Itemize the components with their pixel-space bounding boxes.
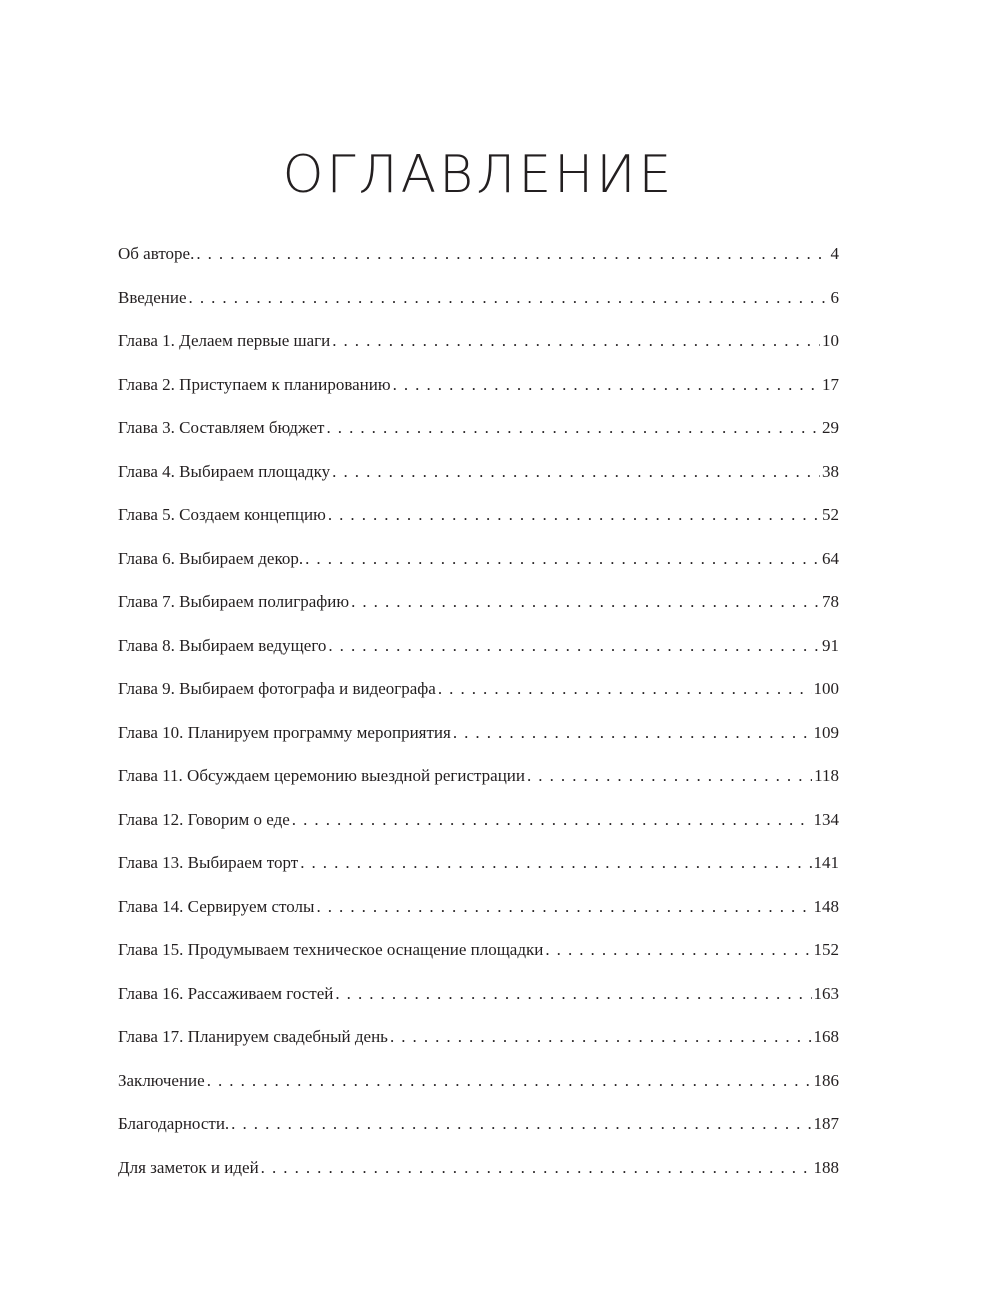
toc-entry <box>118 580 839 624</box>
toc-entry-label: Глава 8. Выбираем ведущего <box>118 635 327 655</box>
toc-entry-label: Глава 3. Составляем бюджет <box>118 418 325 437</box>
toc-leader-dots <box>261 1146 812 1190</box>
toc-entry-page: 17 <box>822 374 839 394</box>
toc-entry <box>118 406 839 450</box>
toc-entry-label: Глава 6. Выбираем декор. <box>118 548 304 568</box>
toc-entry-page: 187 <box>813 1114 839 1133</box>
toc-entry <box>118 1102 839 1146</box>
toc-leader-dots <box>305 537 820 581</box>
toc-entry-label: Глава 4. Выбираем площадку <box>118 461 331 481</box>
toc-leader-dots <box>328 493 820 537</box>
toc-entry-page: 91 <box>822 635 839 655</box>
toc-entry-label: Глава 10. Планируем программу мероприятия <box>118 722 451 742</box>
toc-entry-page: 4 <box>830 244 839 263</box>
toc-entry-label: Глава 14. Сервируем столы <box>118 896 315 916</box>
toc-entry <box>118 1146 839 1190</box>
toc-entry <box>118 667 839 711</box>
toc-leader-dots <box>189 276 829 320</box>
toc-leader-dots <box>300 841 811 885</box>
toc-entry <box>118 232 839 276</box>
toc-entry <box>118 319 839 363</box>
toc-entry-label: Глава 1. Делаем первые шаги <box>118 331 331 350</box>
toc-entry <box>118 841 839 885</box>
toc-leader-dots <box>207 1059 812 1103</box>
toc-entry-page: 52 <box>822 505 839 524</box>
toc-leader-dots <box>231 1102 811 1146</box>
toc-entry-label: Введение <box>118 287 187 307</box>
toc-entry-label: Для заметок и идей <box>118 1157 259 1177</box>
toc-leader-dots <box>332 319 820 363</box>
toc-leader-dots <box>316 885 811 929</box>
toc-entry <box>118 450 839 494</box>
toc-entry <box>118 798 839 842</box>
toc-leader-dots <box>332 450 820 494</box>
toc-entry-label: Глава 2. Приступаем к планированию <box>118 374 391 394</box>
toc-entry-page: 64 <box>822 548 839 568</box>
toc-leader-dots <box>328 624 820 668</box>
page-title: ОГЛАВЛЕНИЕ <box>282 145 675 205</box>
toc-entry-page: 10 <box>822 331 839 350</box>
toc-leader-dots <box>393 363 820 407</box>
toc-entry-page: 118 <box>814 766 839 785</box>
toc-entry-label: Глава 13. Выбираем торт <box>118 853 299 872</box>
toc-leader-dots <box>292 798 812 842</box>
toc-entry <box>118 363 839 407</box>
toc-entry-page: 141 <box>813 853 839 872</box>
toc-entry <box>118 537 839 581</box>
toc-entry-page: 78 <box>822 592 839 611</box>
toc-leader-dots <box>527 754 812 798</box>
toc-entry-page: 152 <box>813 940 839 959</box>
toc-entry-page: 163 <box>813 983 839 1003</box>
toc-entry-label: Глава 5. Создаем концепцию <box>118 505 326 524</box>
toc-entry-page: 168 <box>813 1027 839 1046</box>
toc-entry-page: 109 <box>813 722 839 742</box>
toc-leader-dots <box>335 972 811 1016</box>
toc-entry-label: Глава 11. Обсуждаем церемонию выездной регистрации <box>118 766 525 785</box>
toc-entry-label: Об авторе. <box>118 244 195 263</box>
toc-entry-label: Заключение <box>118 1070 205 1090</box>
toc-entry-page: 29 <box>822 418 839 437</box>
toc-entry-page: 134 <box>813 809 839 829</box>
toc-entry <box>118 711 839 755</box>
toc-entry-label: Благодарности. <box>118 1114 230 1133</box>
toc-entry <box>118 1015 839 1059</box>
toc-leader-dots <box>545 928 811 972</box>
toc-entry-page: 188 <box>813 1157 839 1177</box>
toc-leader-dots <box>326 406 820 450</box>
toc-entry-page: 6 <box>830 287 839 307</box>
toc-entry-page: 100 <box>813 679 839 698</box>
toc-entry <box>118 928 839 972</box>
toc-entry-label: Глава 7. Выбираем полиграфию <box>118 592 350 611</box>
toc-entry <box>118 972 839 1016</box>
toc-entry-label: Глава 15. Продумываем техническое оснащение площадки <box>118 940 544 959</box>
table-of-contents <box>118 232 839 1189</box>
toc-entry <box>118 276 839 320</box>
toc-entry-label: Глава 9. Выбираем фотографа и видеографа <box>118 679 436 698</box>
toc-entry-label: Глава 17. Планируем свадебный день <box>118 1027 388 1046</box>
toc-entry-page: 186 <box>813 1070 839 1090</box>
toc-entry-page: 38 <box>822 461 839 481</box>
toc-leader-dots <box>351 580 820 624</box>
toc-entry-label: Глава 16. Рассаживаем гостей <box>118 983 334 1003</box>
toc-entry <box>118 493 839 537</box>
toc-entry-page: 148 <box>813 896 839 916</box>
toc-leader-dots <box>390 1015 812 1059</box>
toc-leader-dots <box>453 711 812 755</box>
toc-entry-label: Глава 12. Говорим о еде <box>118 809 290 829</box>
toc-entry <box>118 624 839 668</box>
toc-entry <box>118 754 839 798</box>
toc-entry <box>118 885 839 929</box>
toc-leader-dots <box>438 667 812 711</box>
toc-leader-dots <box>196 232 828 276</box>
toc-entry <box>118 1059 839 1103</box>
